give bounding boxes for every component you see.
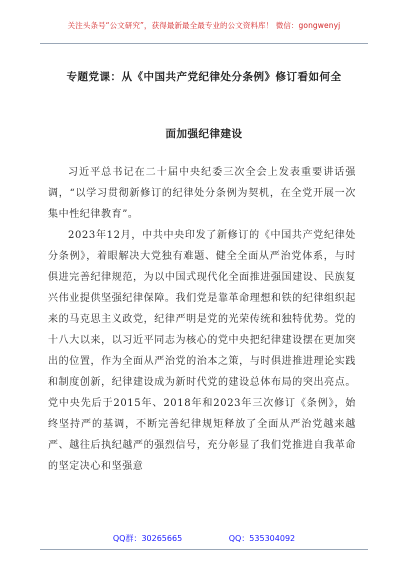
body-paragraph-2: 2023年12月，中共中央印发了新修订的《中国共产党纪律处分条例》，着眼解决大党独有难题、健全全面从严治党体系，与时俱进完善纪律规范，为以中国式现代化全面推进强国建设、民族复兴伟业提供坚强纪律保障。我们党是靠革命理想和铁的纪律组织起来的马克思主义政党，纪律严明是党的光荣传统和独特优势。党的十八大以来，以习近平同志为核心的党中央把纪律建设摆在更加突出的位置，作为全面从严治党的治本之策，与时俱进推进理论实践和制度创新，纪律建设成为新时代党的建设总体布局的突出亮点。党中央先后于2015年、2018年和2023年三次修订《条例》，始终坚持严的基调，不断完善纪律规矩释放了全面从严治党越来越严、越往后执纪越严的强烈信号，充分彰显了我们党推进自我革命的坚定决心和坚强意 [48, 230, 356, 472]
page-header-banner: 关注头条号“公文研究”，获得最新最全最专业的公文资料库！ 微信：gongwenyj [67, 21, 341, 30]
document-title-line-2: 面加强纪律建设 [165, 128, 243, 140]
document-title-line-1: 专题党课：从《中国共产党纪律处分条例》修订看如何全 [66, 71, 342, 83]
footer-qq-group: QQ群：30265665 [112, 534, 183, 543]
footer-divider [40, 549, 368, 550]
header-divider [40, 43, 368, 44]
page-footer [40, 533, 368, 544]
footer-qq-contact: QQ：535304092 [228, 534, 296, 543]
document-body [48, 162, 356, 477]
body-paragraph-1: 习近平总书记在二十届中央纪委三次全会上发表重要讲话强调，“以学习贯彻新修订的纪律处分条例为契机，在全党开展一次集中性纪律教育”。 [48, 167, 356, 220]
